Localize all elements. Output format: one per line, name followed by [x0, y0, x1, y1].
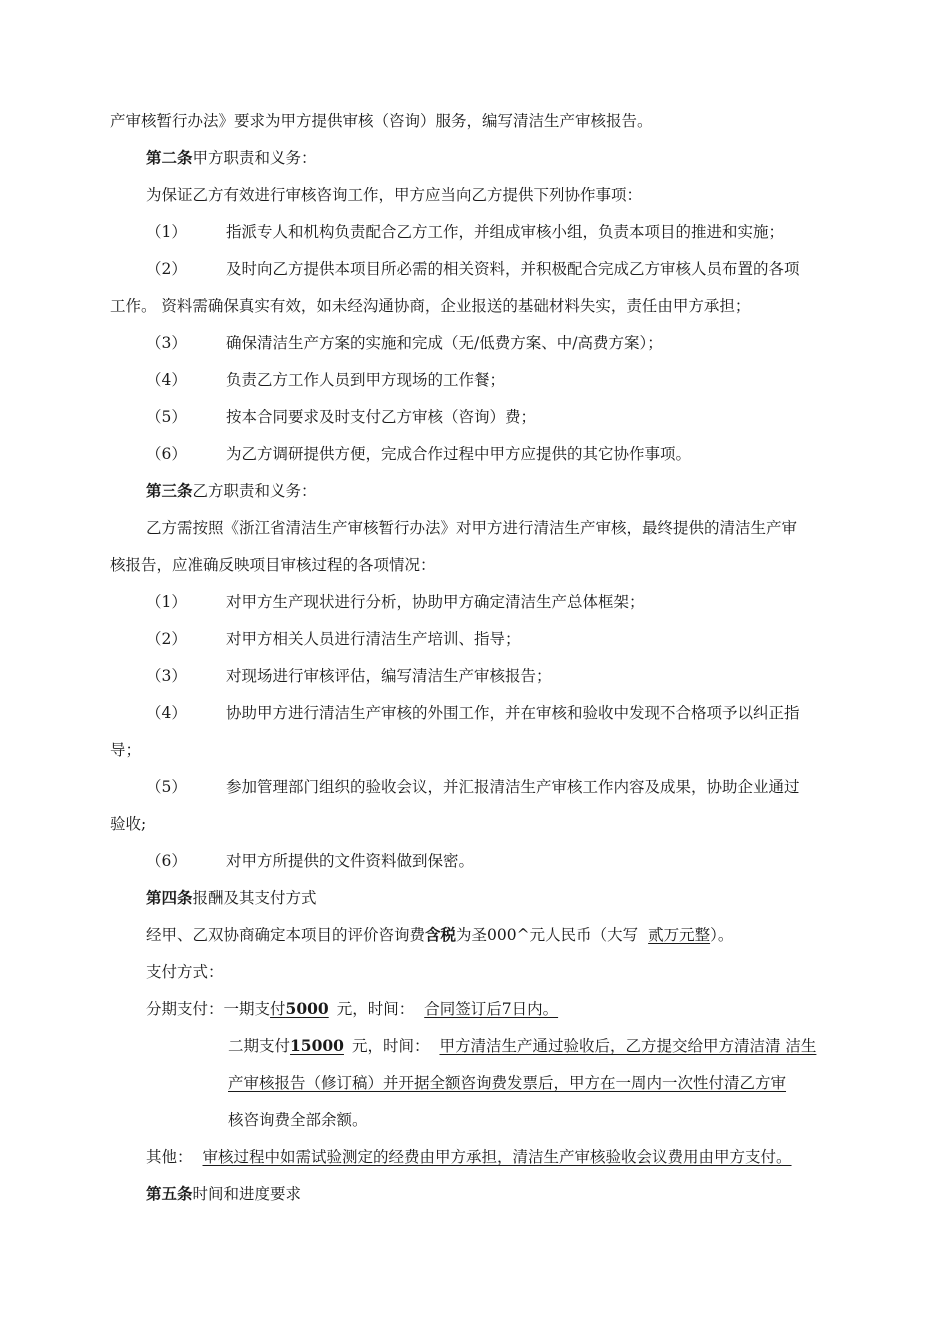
article-3-label: 第三条	[146, 481, 193, 500]
item-text: 按本合同要求及时支付乙方审核（咨询）费；	[226, 408, 537, 426]
phase-2-line	[228, 1036, 816, 1056]
phase-2-prefix: 二期支付	[228, 1037, 291, 1055]
installment-label: 分期支付：	[146, 1000, 224, 1018]
fee-prefix: 经甲、乙双协商确定本项目的评价咨询费	[146, 926, 426, 944]
item-number: （5）	[146, 408, 187, 426]
article-3-heading-line	[146, 481, 317, 501]
item-text: 协助甲方进行清洁生产审核的外围工作，并在审核和验收中发现不合格项予以纠正指	[226, 704, 800, 722]
article-2-item-2	[146, 259, 800, 279]
item-number: （3）	[146, 667, 187, 685]
article-2-item-2-continued: 工作。 资料需确保真实有效，如未经沟通协商，企业报送的基础材料失实，责任由甲方承担；	[110, 297, 751, 315]
article-5-title: 时间和进度要求	[192, 1185, 302, 1203]
other-line	[146, 1147, 792, 1167]
item-text: 对现场进行审核评估，编写清洁生产审核报告；	[226, 667, 552, 685]
item-number: （5）	[146, 778, 187, 796]
phase-1-unit: 元，时间：	[336, 1000, 415, 1018]
payment-method-label: 支付方式：	[146, 963, 224, 981]
article-4-label: 第四条	[146, 888, 193, 907]
article-4-heading-line	[146, 888, 317, 908]
item-number: （3）	[146, 334, 187, 352]
phase-1-amount-pre: 付	[270, 1000, 286, 1018]
item-text: 及时向乙方提供本项目所必需的相关资料，并积极配合完成乙方审核人员布置的各项	[226, 260, 800, 278]
item-number: （2）	[146, 630, 187, 648]
article-5-heading-line	[146, 1184, 301, 1204]
item-text: 参加管理部门组织的验收会议，并汇报清洁生产审核工作内容及成果，协助企业通过	[226, 778, 800, 796]
article-3-item-1	[146, 592, 645, 612]
article-2-heading-line	[146, 148, 317, 168]
fee-amount-words: 贰万元整	[648, 926, 711, 944]
article-2-item-4	[146, 370, 505, 390]
article-3-item-4-continued: 导；	[110, 741, 142, 759]
item-number: （4）	[146, 704, 187, 722]
article-3-lead: 乙方需按照《浙江省清洁生产审核暂行办法》对甲方进行清洁生产审核，最终提供的清洁生产审	[146, 519, 798, 537]
article-3-item-5-continued: 验收;	[110, 815, 147, 833]
article-2-item-1	[146, 222, 784, 242]
article-3-item-3	[146, 666, 552, 686]
item-text: 为乙方调研提供方便，完成合作过程中甲方应提供的其它协作事项。	[226, 445, 692, 463]
phase-1-amount-value: 5000	[285, 999, 329, 1018]
item-text: 对甲方生产现状进行分析，协助甲方确定清洁生产总体框架；	[226, 593, 645, 611]
fee-amount: 为圣000^元人民币（大写	[456, 926, 639, 944]
phase-2-time-1: 甲方清洁生产通过验收后，乙方提交给甲方清洁清 洁生	[439, 1037, 817, 1055]
article-4-title: 报酬及其支付方式	[192, 889, 317, 907]
phase-2-time-3: 核咨询费全部余额。	[228, 1111, 368, 1129]
intro-tail-line: 产审核暂行办法》要求为甲方提供审核（咨询）服务，编写清洁生产审核报告。	[110, 112, 653, 130]
phase-1-prefix: 一期支	[223, 1000, 271, 1018]
item-number: （2）	[146, 260, 187, 278]
article-3-item-4	[146, 703, 800, 723]
article-3-lead-continued: 核报告，应准确反映项目审核过程的各项情况：	[110, 556, 436, 574]
article-2-title: 甲方职责和义务：	[192, 149, 317, 167]
item-text: 指派专人和机构负责配合乙方工作，并组成审核小组，负责本项目的推进和实施；	[226, 223, 785, 241]
article-3-title: 乙方职责和义务：	[192, 482, 317, 500]
item-number: （1）	[146, 223, 187, 241]
phase-1-line	[146, 999, 558, 1019]
item-text: 对甲方相关人员进行清洁生产培训、指导；	[226, 630, 521, 648]
phase-2-amount: 15000	[290, 1036, 344, 1055]
article-2-item-6	[146, 444, 691, 464]
phase-2-unit: 元，时间：	[351, 1037, 430, 1055]
article-2-label: 第二条	[146, 148, 193, 167]
article-2-item-5	[146, 407, 536, 427]
phase-2-time-2: 产审核报告（修订稿）并开据全额咨询费发票后，甲方在一周内一次性付清乙方审	[228, 1074, 787, 1092]
phase-1-time: 合同签订后7日内。	[424, 1000, 559, 1018]
item-number: （6）	[146, 445, 187, 463]
fee-suffix: ）。	[710, 926, 734, 944]
fee-tax-included: 含税	[425, 925, 457, 944]
phase-1-amount	[270, 1000, 329, 1018]
other-label: 其他：	[146, 1148, 193, 1166]
item-number: （4）	[146, 371, 187, 389]
item-number: （6）	[146, 852, 187, 870]
item-number: （1）	[146, 593, 187, 611]
item-text: 确保清洁生产方案的实施和完成（无/低费方案、中/高费方案）；	[226, 334, 663, 352]
item-text: 负责乙方工作人员到甲方现场的工作餐；	[226, 371, 506, 389]
fee-line	[146, 925, 733, 945]
article-2-item-3	[146, 333, 663, 353]
article-3-item-6	[146, 851, 474, 871]
article-3-item-2	[146, 629, 521, 649]
other-text: 审核过程中如需试验测定的经费由甲方承担，清洁生产审核验收会议费用由甲方支付。	[202, 1148, 792, 1166]
article-2-lead: 为保证乙方有效进行审核咨询工作，甲方应当向乙方提供下列协作事项：	[146, 186, 643, 204]
article-3-item-5	[146, 777, 800, 797]
item-text: 对甲方所提供的文件资料做到保密。	[226, 852, 475, 870]
article-5-label: 第五条	[146, 1184, 193, 1203]
